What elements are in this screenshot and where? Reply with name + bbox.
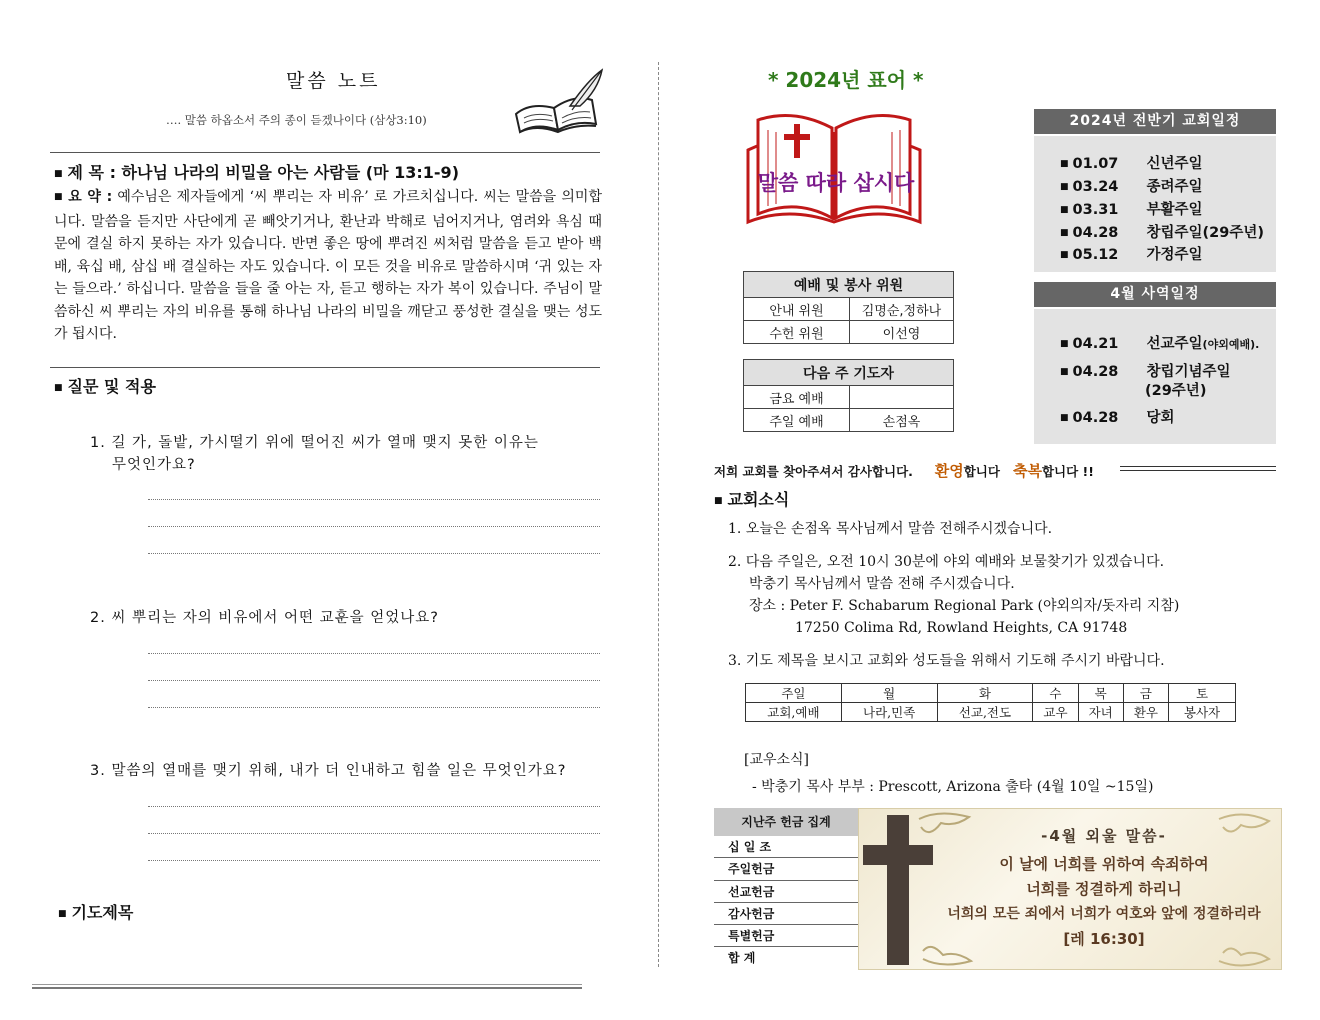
sermon-subject: ■ 제 목 : 하나님 나라의 비밀을 아는 사람들 (마 13:1-9)	[54, 163, 460, 182]
offering-row: 십 일 조	[714, 836, 858, 858]
schedule-title: 2024년 전반기 교회일정	[1034, 109, 1276, 134]
welcome-rule	[1120, 470, 1276, 471]
prayer-days-row: 주일 월 화 수 목 금 토	[746, 684, 1236, 703]
offering-title: 지난주 헌금 집계	[714, 808, 858, 836]
answer-line[interactable]	[148, 526, 600, 527]
news-item-2: 2. 다음 주일은, 오전 10시 30분에 야외 예배와 보물찾기가 있겠습니다. 박충기 목사님께서 말씀 전해 주시겠습니다. 장소 : Peter F. Schabarum Regional Park (야외의자/돗자리 지참) 17250 Colima Rd, Rowland Heights, CA 91748	[728, 554, 1180, 636]
answer-line[interactable]	[148, 860, 600, 861]
prayer-leader-table: 다음 주 기도자 금요 예배 주일 예배 손점옥	[743, 359, 954, 432]
sermon-summary: ■ 요 약 : 예수님은 제자들에게 ‘씨 뿌리는 자 비유’ 로 가르치십니다. 씨는 말씀을 의미합니다. 말씀을 듣지만 사단에게 곧 빼앗기거나, 환난과 박해로 넘어지거나, 염려와 욕심 때문에 결실 하지 못하는 자가 있습니다. 반면 좋은 땅에 뿌려진 씨처럼 말씀을 듣고 받아 백 배, 육십 배, 삼십 배 결실하는 자도 있습니다. 이 모든 것을 비유로 말씀하시며 ‘귀 있는 자는 들으라.’ 하십니다. 말씀을 들을 줄 아는 자, 듣고 행하는 자가 복이 있습니다. 주님이 말씀하신 씨 뿌리는 자의 비유를 통해 하나님 나라의 비밀을 깨닫고 풍성한 결실을 맺는 성도가 됩시다.	[54, 189, 602, 342]
answer-line[interactable]	[148, 499, 600, 500]
news-heading: ■ 교회소식	[714, 490, 790, 509]
divider-line	[50, 152, 600, 153]
question-3: 3. 말씀의 열매를 맺기 위해, 내가 더 인내하고 힘쓸 일은 무엇인가요?	[90, 763, 567, 779]
welcome-rule	[1120, 466, 1276, 467]
april-item: ■ 04.21 선교주일(야외예배).	[1060, 336, 1260, 352]
bullet-icon: ■	[54, 192, 64, 202]
april-title: 4월 사역일정	[1034, 282, 1276, 307]
prayer-heading: ■ 기도제목	[58, 903, 134, 922]
offering-summary	[714, 808, 858, 970]
motto-logo-text: 말씀 따라 삽시다	[757, 171, 915, 195]
schedule-item: ■ 03.24 종려주일	[1060, 179, 1203, 195]
members-heading: [교우소식]	[744, 752, 810, 768]
offering-row: 특별헌금	[714, 925, 858, 947]
prayer-topics-row: 교회,예배 나라,민족 선교,전도 교우 자녀 환우 봉사자	[746, 703, 1236, 722]
schedule-item: ■ 04.28 창립주일(29주년)	[1060, 225, 1264, 241]
prayer-topics-table	[745, 683, 1236, 722]
offering-row: 감사헌금	[714, 903, 858, 925]
answer-line[interactable]	[148, 553, 600, 554]
answer-line[interactable]	[148, 653, 600, 654]
schedule-item: ■ 03.31 부활주일	[1060, 202, 1203, 218]
motto-book-logo	[744, 110, 924, 232]
motto-title: * 2024년 표어 *	[768, 68, 924, 92]
memory-verse-box	[858, 808, 1282, 970]
answer-line[interactable]	[148, 806, 600, 807]
schedule-item: ■ 05.12 가정주일	[1060, 247, 1203, 263]
answer-line[interactable]	[148, 833, 600, 834]
divider-line	[50, 367, 600, 368]
news-item-1: 1. 오늘은 손점옥 목사님께서 말씀 전해주시겠습니다.	[728, 521, 1053, 537]
offering-row: 합 계	[728, 951, 756, 966]
bullet-icon: ■	[54, 169, 63, 179]
welcome-message: 저희 교회를 찾아주셔서 감사합니다. 환영합니다 축복합니다 !!	[714, 462, 1094, 480]
answer-line[interactable]	[148, 707, 600, 708]
cross-icon	[863, 815, 933, 965]
offering-row: 주일헌금	[714, 858, 858, 880]
memory-verse	[929, 825, 1279, 952]
news-item-3: 3. 기도 제목을 보시고 교회와 성도들을 위해서 기도해 주시기 바랍니다.	[728, 653, 1165, 669]
verse-reference: [레 16:30]	[1063, 930, 1145, 948]
worship-table: 예배 및 봉사 위원 안내 위원 김명순,정하나 수헌 위원 이선영	[743, 271, 954, 344]
members-news: - 박충기 목사 부부 : Prescott, Arizona 출타 (4월 10일 ~15일)	[752, 779, 1154, 795]
qa-heading: ■ 질문 및 적용	[54, 377, 156, 396]
sermon-summary-text: 예수님은 제자들에게 ‘씨 뿌리는 자 비유’ 로 가르치십니다. 씨는 말씀을 의미합니다. 말씀을 듣지만 사단에게 곧 빼앗기거나, 환난과 박해로 넘어지거나, 염려와 욕심 때문에 결실 하지 못하는 자가 있습니다. 반면 좋은 땅에 뿌려진 씨처럼 말씀을 듣고 받아 백 배, 육십 배, 삼십 배 결실하는 자도 있습니다. 이 모든 것을 비유로 말씀하시며 ‘귀 있는 자는 들으라.’ 하십니다. 말씀을 들을 줄 아는 자, 듣고 행하는 자가 복이 있습니다. 주님이 말씀하신 씨 뿌리는 자의 비유를 통해 하나님 나라의 비밀을 깨닫고 풍성한 결실을 맺는 성도가 됩시다.	[54, 189, 602, 342]
page-divider	[658, 62, 659, 967]
schedule-item: ■ 01.07 신년주일	[1060, 156, 1203, 172]
question-2: 2. 씨 뿌리는 자의 비유에서 어떤 교훈을 얻었나요?	[90, 610, 439, 626]
verse-line: 이 날에 너희를 위하여 속죄하여	[999, 855, 1209, 873]
page-subtitle: …. 말씀 하옵소서 주의 종이 듣겠나이다 (삼상3:10)	[166, 113, 427, 127]
bottom-rule	[32, 987, 582, 989]
april-item-sub: (29주년)	[1145, 383, 1207, 399]
april-item: ■ 04.28 당회	[1060, 410, 1175, 426]
bible-feather-icon	[510, 66, 610, 142]
verse-title: -4월 외울 말씀-	[1041, 827, 1167, 845]
answer-line[interactable]	[148, 680, 600, 681]
offering-row: 선교헌금	[714, 881, 858, 903]
verse-line: 너희를 정결하게 하리니	[1026, 880, 1182, 898]
bottom-rule	[32, 984, 582, 985]
verse-line: 너희의 모든 죄에서 너희가 여호와 앞에 정결하리라	[947, 906, 1261, 922]
april-item: ■ 04.28 창립기념주일	[1060, 364, 1231, 380]
page-title: 말씀 노트	[286, 70, 381, 92]
question-1: 1. 길 가, 돌밭, 가시떨기 위에 떨어진 씨가 열매 맺지 못한 이유는 무엇인가요?	[90, 435, 539, 473]
sermon-subject-text: 하나님 나라의 비밀을 아는 사람들 (마 13:1-9)	[121, 163, 460, 182]
